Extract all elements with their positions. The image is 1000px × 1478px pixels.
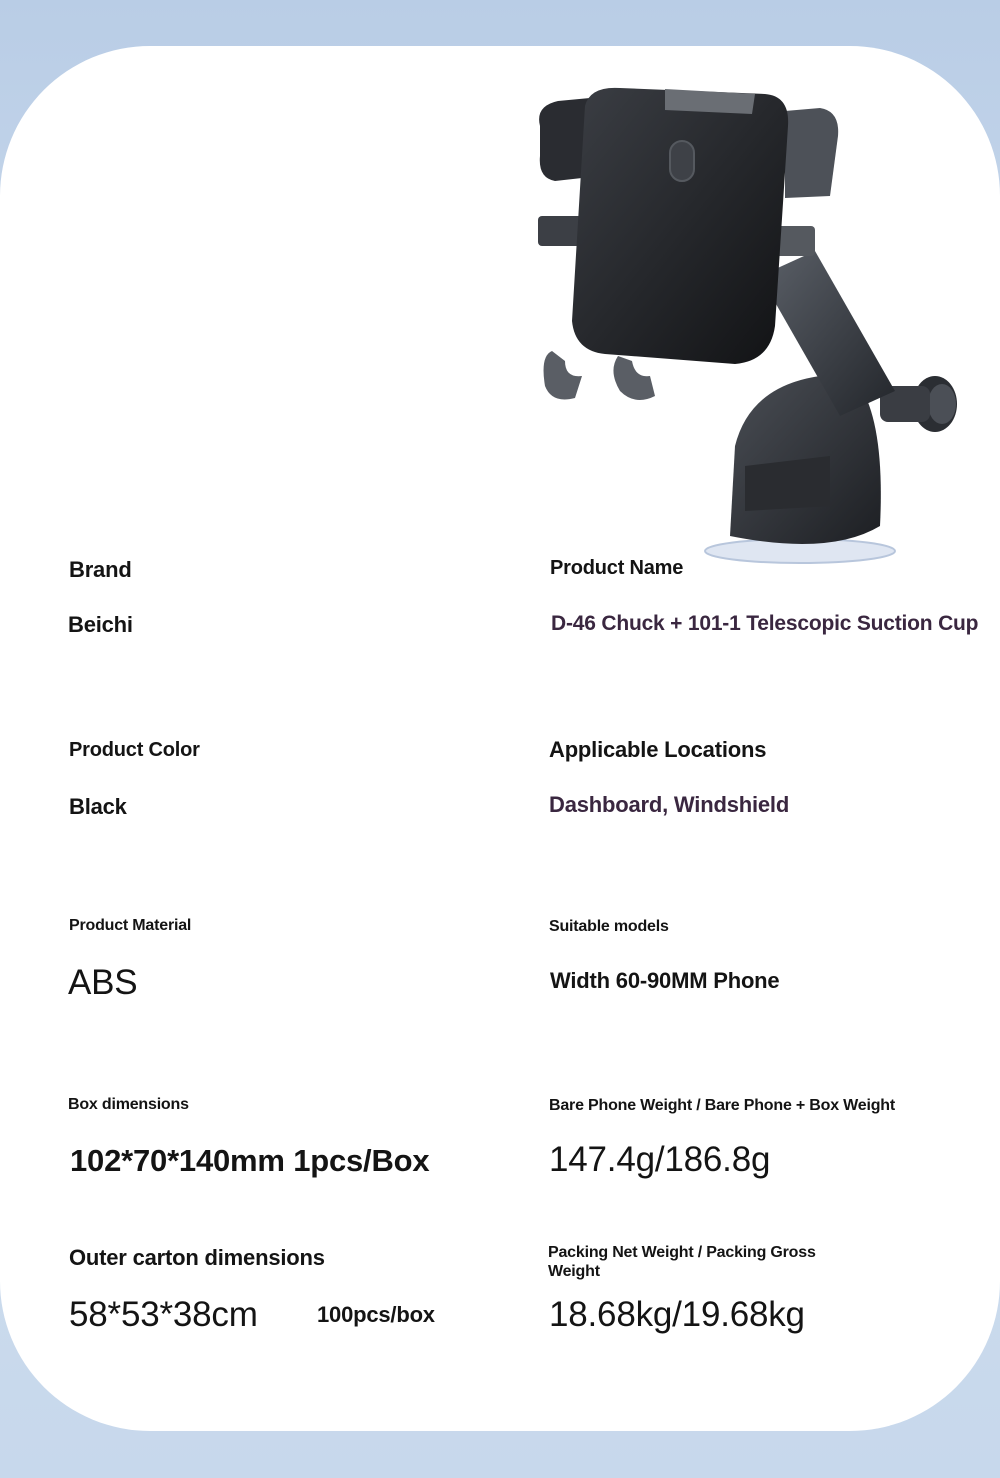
box-dimensions-value: 102*70*140mm 1pcs/Box	[70, 1143, 430, 1178]
box-dimensions-label: Box dimensions	[68, 1096, 189, 1113]
outer-carton-value: 58*53*38cm	[69, 1295, 258, 1334]
weight-label: Bare Phone Weight / Bare Phone + Box Weight	[549, 1097, 895, 1114]
packing-weight-label-line2: Weight	[548, 1263, 600, 1280]
packing-weight-label-line1: Packing Net Weight / Packing Gross	[548, 1244, 816, 1261]
product-color-value: Black	[69, 794, 127, 819]
product-name-label: Product Name	[550, 557, 684, 579]
phone-holder-product-image	[530, 86, 970, 586]
applicable-locations-value: Dashboard, Windshield	[549, 792, 790, 817]
suitable-models-label: Suitable models	[549, 918, 669, 935]
product-material-label: Product Material	[69, 917, 192, 934]
product-color-label: Product Color	[69, 739, 200, 761]
brand-value: Beichi	[68, 612, 133, 637]
outer-carton-label: Outer carton dimensions	[69, 1245, 325, 1270]
brand-label: Brand	[69, 557, 132, 582]
weight-value: 147.4g/186.8g	[549, 1140, 771, 1179]
applicable-locations-label: Applicable Locations	[549, 737, 767, 762]
outer-carton-quantity: 100pcs/box	[317, 1302, 435, 1327]
product-name-value: D-46 Chuck + 101-1 Telescopic Suction Cup	[551, 612, 979, 635]
suitable-models-value: Width 60-90MM Phone	[550, 968, 780, 993]
product-material-value: ABS	[68, 963, 138, 1002]
packing-weight-value: 18.68kg/19.68kg	[549, 1295, 805, 1334]
